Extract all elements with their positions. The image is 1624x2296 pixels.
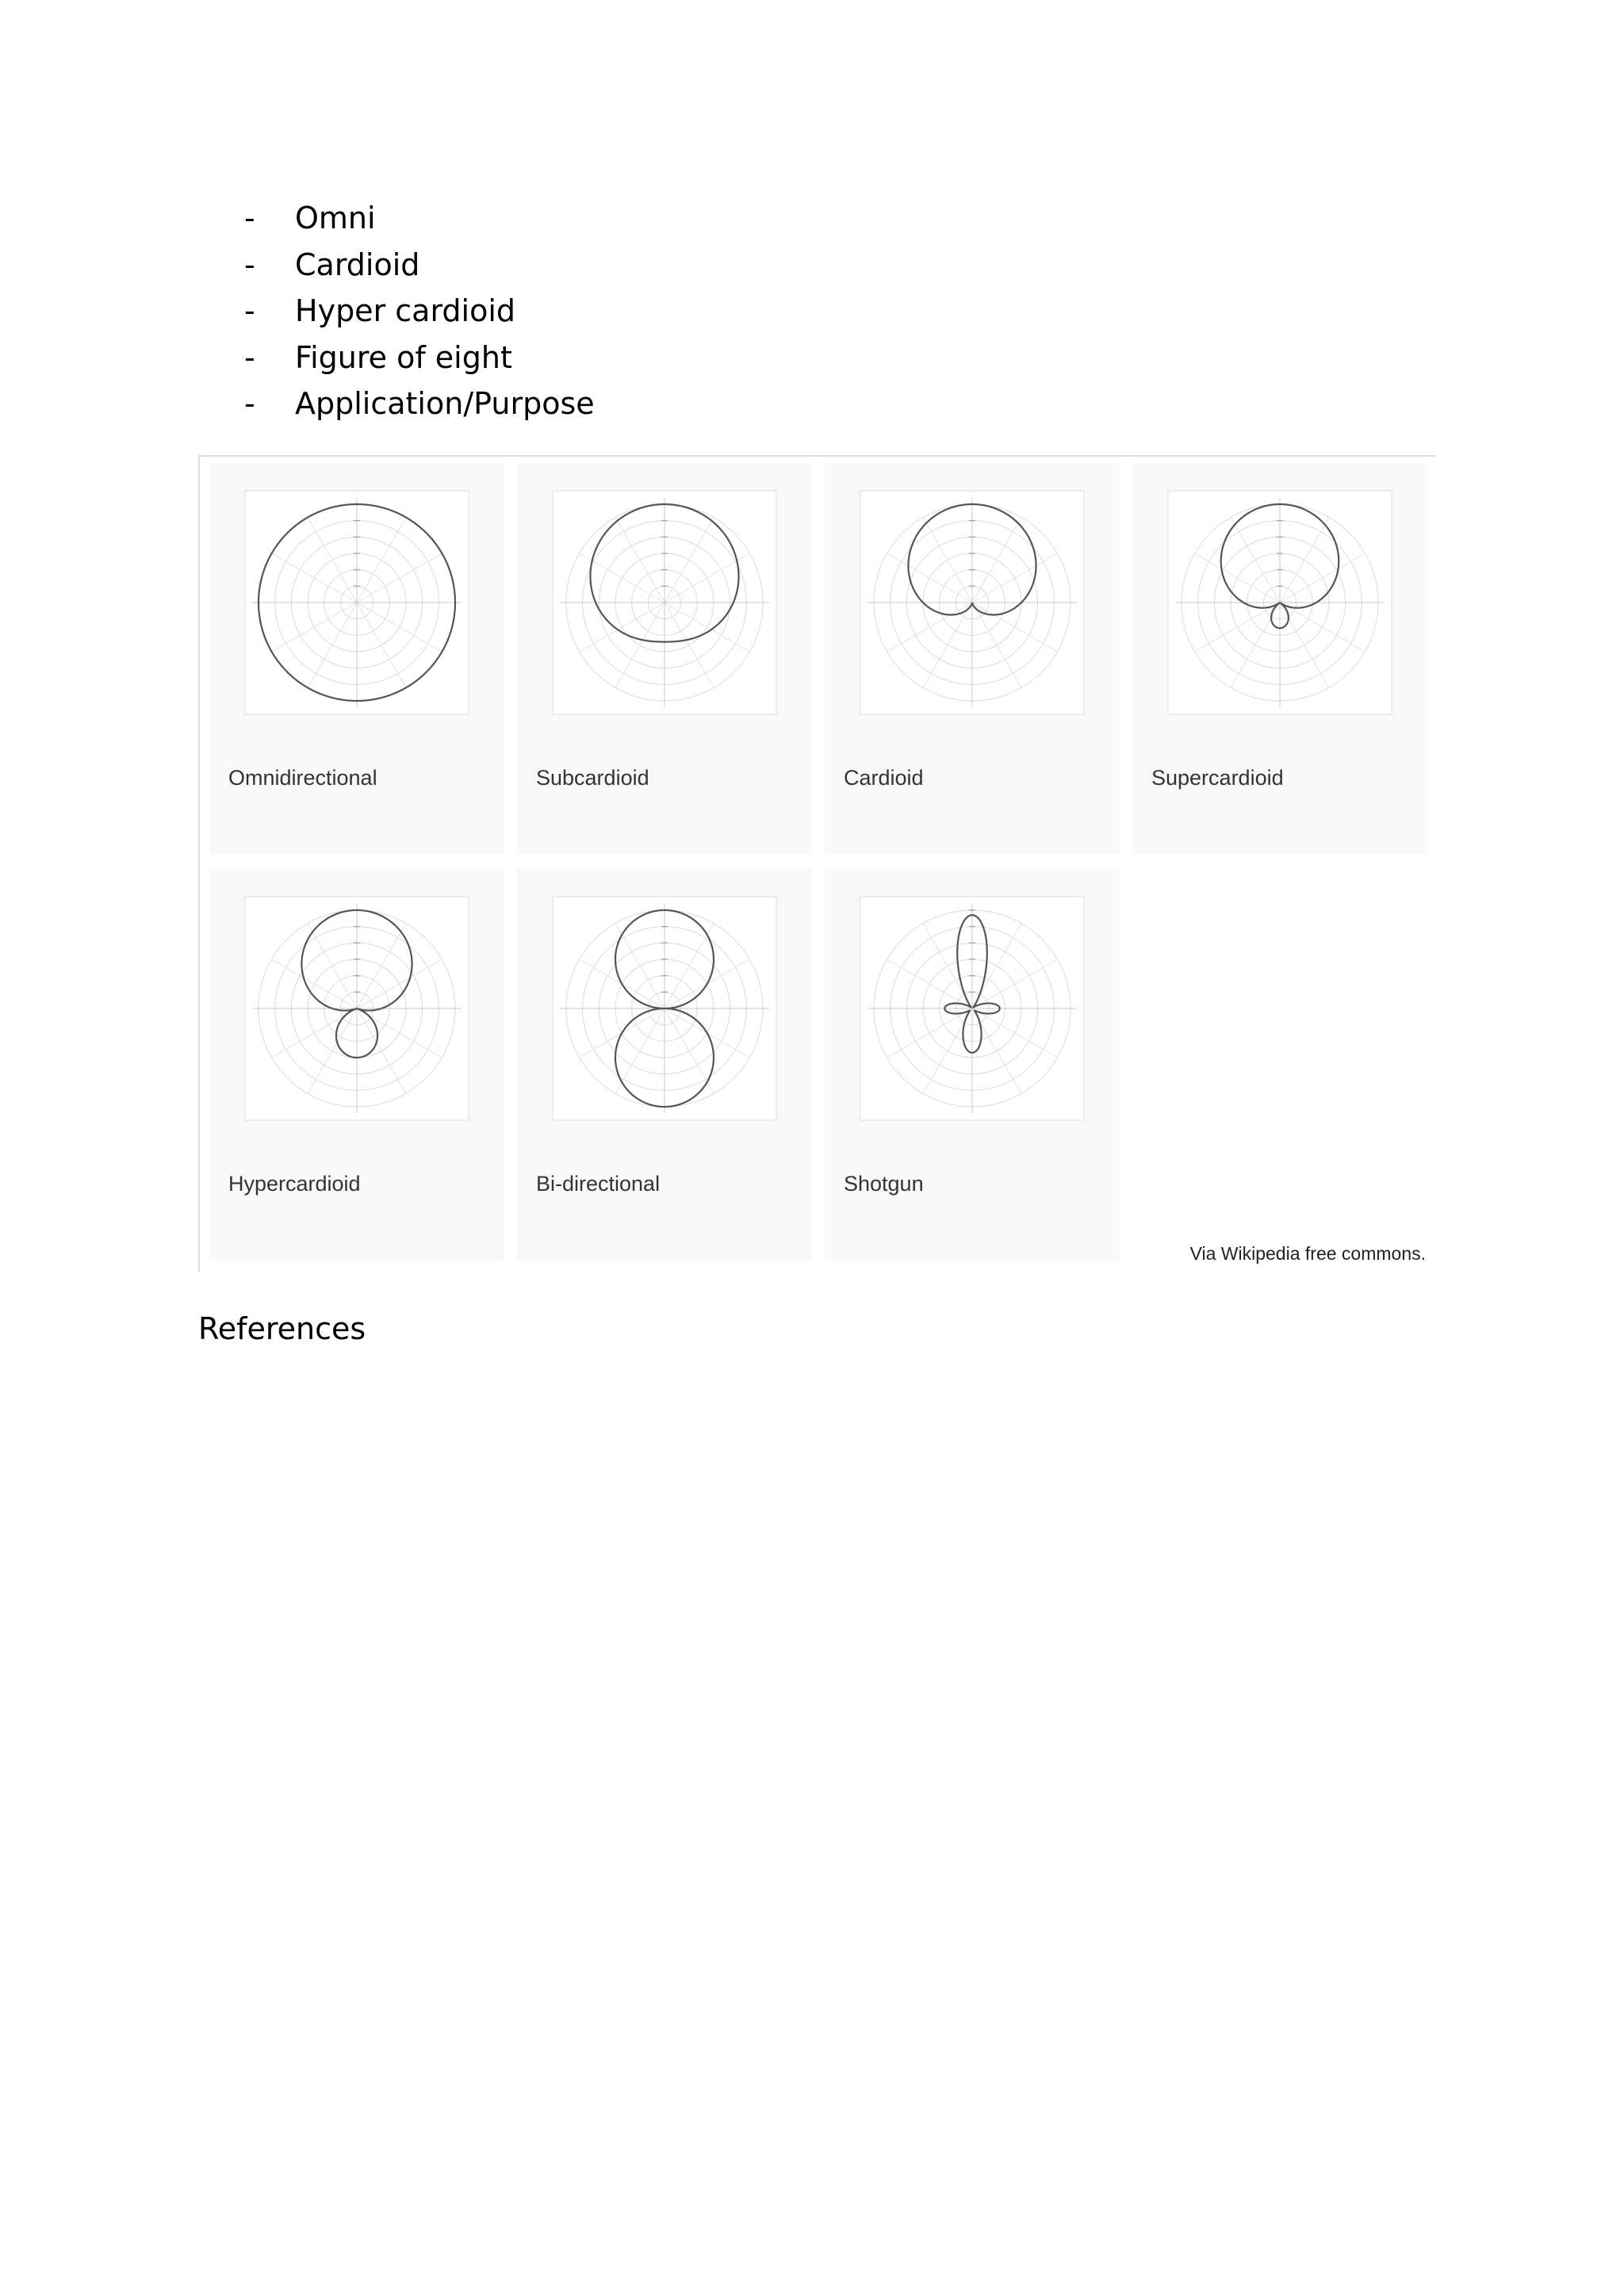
- grid-spoke: [887, 603, 972, 652]
- polar-plot: [244, 896, 469, 1121]
- polar-plot: [552, 896, 777, 1121]
- grid-spoke: [887, 959, 972, 1008]
- pattern-caption: Supercardioid: [1151, 766, 1284, 790]
- grid-spoke: [1280, 553, 1365, 603]
- polar-plot: [244, 490, 469, 715]
- polar-plot: [860, 490, 1085, 715]
- grid-spoke: [357, 603, 442, 652]
- grid-spoke: [972, 959, 1057, 1008]
- polar-plot: [552, 490, 777, 715]
- pattern-caption: Bi-directional: [536, 1172, 661, 1196]
- image-credit: Via Wikipedia free commons.: [1189, 1243, 1426, 1264]
- grid-spoke: [887, 553, 972, 603]
- pattern-cell-cardioid: [825, 463, 1120, 855]
- references-heading: References: [198, 1311, 366, 1346]
- polar-plot: [860, 896, 1085, 1121]
- grid-spoke: [1195, 603, 1280, 652]
- grid-spoke: [665, 518, 714, 603]
- bullet-item: - Application/Purpose: [244, 386, 595, 421]
- pattern-cell-hypercardioid: [209, 869, 504, 1261]
- pattern-cell-supercardioid: [1132, 463, 1427, 855]
- grid-spoke: [1280, 518, 1329, 603]
- pattern-caption: Shotgun: [844, 1172, 924, 1196]
- pattern-cell-omnidirectional: [209, 463, 504, 855]
- grid-spoke: [357, 1008, 406, 1093]
- pattern-cell-subcardioid: [517, 463, 812, 855]
- polar-plot: [1167, 490, 1392, 715]
- polar-plot-svg: [1169, 492, 1391, 714]
- polar-plot-svg: [861, 492, 1083, 714]
- pattern-caption: Hypercardioid: [228, 1172, 361, 1196]
- grid-spoke: [615, 924, 665, 1008]
- grid-spoke: [1231, 518, 1280, 603]
- grid-spoke: [308, 518, 357, 603]
- polar-plot-svg: [553, 492, 776, 714]
- grid-spoke: [972, 518, 1021, 603]
- polar-plot-svg: [246, 897, 468, 1119]
- grid-spoke: [972, 603, 1057, 652]
- pattern-cell-shotgun: [825, 869, 1120, 1261]
- grid-spoke: [1280, 603, 1365, 652]
- grid-spoke: [1280, 603, 1329, 687]
- bullet-item: - Omni: [244, 201, 376, 235]
- bullet-item: - Hyper cardioid: [244, 293, 516, 328]
- pattern-cell-bi-directional: [517, 869, 812, 1261]
- bullet-list: [244, 195, 595, 427]
- grid-spoke: [272, 603, 357, 652]
- grid-spoke: [272, 553, 357, 603]
- polar-plot-svg: [246, 492, 468, 714]
- grid-spoke: [308, 924, 357, 1008]
- polar-pattern-figure: [198, 455, 1435, 1272]
- bullet-item: - Cardioid: [244, 247, 420, 282]
- grid-spoke: [665, 603, 714, 687]
- grid-spoke: [615, 518, 665, 603]
- grid-spoke: [1231, 603, 1280, 687]
- grid-spoke: [308, 1008, 357, 1093]
- grid-spoke: [580, 603, 665, 652]
- grid-spoke: [357, 959, 442, 1008]
- grid-spoke: [665, 1008, 714, 1093]
- grid-spoke: [887, 1008, 972, 1058]
- grid-spoke: [972, 1008, 1057, 1058]
- grid-spoke: [665, 603, 749, 652]
- grid-spoke: [923, 518, 972, 603]
- grid-spoke: [615, 1008, 665, 1093]
- grid-spoke: [357, 603, 406, 687]
- pattern-caption: Omnidirectional: [228, 766, 377, 790]
- polar-plot-svg: [861, 897, 1083, 1119]
- grid-spoke: [357, 553, 442, 603]
- pattern-caption: Subcardioid: [536, 766, 649, 790]
- grid-spoke: [357, 518, 406, 603]
- grid-spoke: [308, 603, 357, 687]
- grid-spoke: [272, 959, 357, 1008]
- bullet-item: - Figure of eight: [244, 339, 512, 375]
- grid-spoke: [1195, 553, 1280, 603]
- pattern-caption: Cardioid: [844, 766, 924, 790]
- polar-plot-svg: [553, 897, 776, 1119]
- grid-spoke: [972, 553, 1057, 603]
- grid-spoke: [615, 603, 665, 687]
- grid-spoke: [357, 924, 406, 1008]
- grid-spoke: [665, 924, 714, 1008]
